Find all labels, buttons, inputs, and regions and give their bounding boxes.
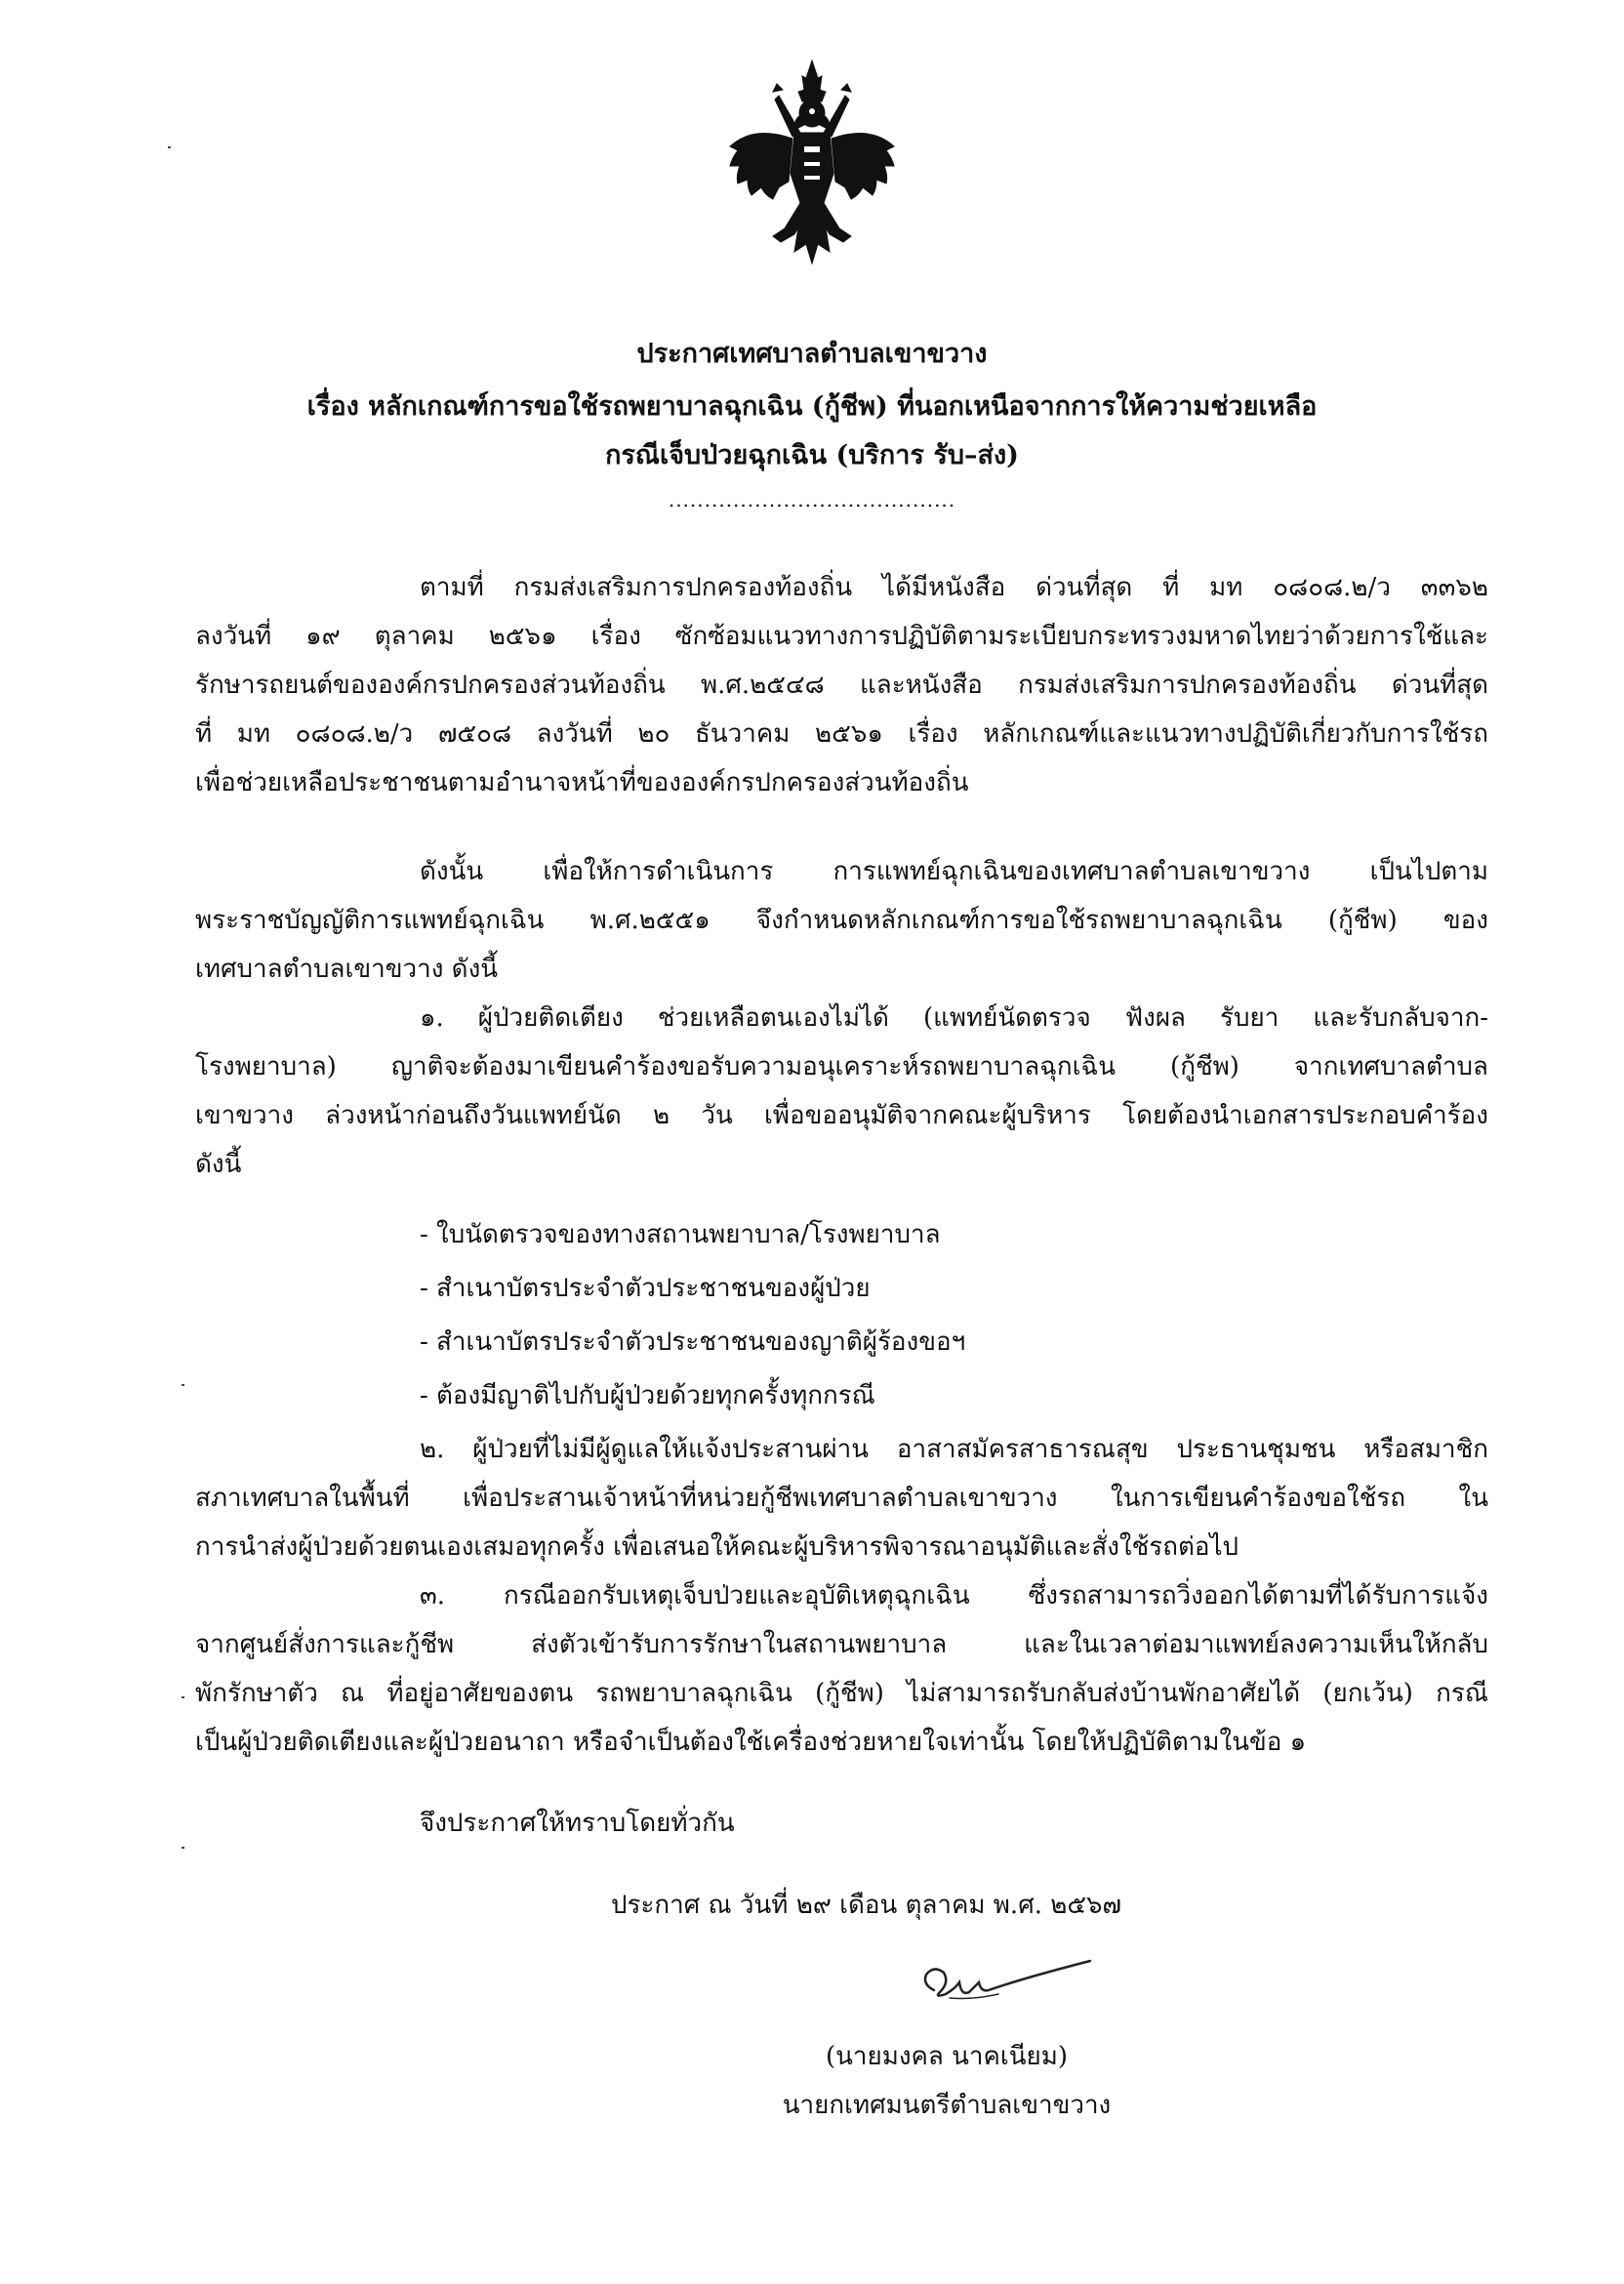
document-item-1: - ใบนัดตรวจของทางสถานพยาบาล/โรงพยาบาล bbox=[420, 1220, 941, 1249]
para2-line-1: ดังนั้น เพื่อให้การดำเนินการ การแพทย์ฉุกเฉินของเทศบาลตำบลเขาขวาง เป็นไปตาม bbox=[420, 857, 1488, 886]
title-separator: ........................................ bbox=[668, 488, 956, 511]
para2-line-3: เทศบาลตำบลเขาขวาง ดังนี้ bbox=[195, 955, 499, 984]
item3-line-1: ๓. กรณีออกรับเหตุเจ็บป่วยและอุบัติเหตุฉุกเฉิน ซึ่งรถสามารถวิ่งออกได้ตามที่ได้รับการแจ้ง bbox=[420, 1581, 1488, 1611]
para1-line-3: รักษารถยนต์ขององค์กรปกครองส่วนท้องถิ่น พ.ศ.๒๕๔๘ และหนังสือ กรมส่งเสริมการปกครองท้องถิ่น ด่วนที่สุด bbox=[195, 671, 1488, 700]
para1-line-1: ตามที่ กรมส่งเสริมการปกครองท้องถิ่น ได้มีหนังสือ ด่วนที่สุด ที่ มท ๐๘๐๘.๒/ว ๓๓๖๒ bbox=[420, 573, 1488, 602]
item3-line-3: พักรักษาตัว ณ ที่อยู่อาศัยของตน รถพยาบาลฉุกเฉิน (กู้ชีพ) ไม่สามารถรับกลับส่งบ้านพักอาศัยได้ (ยกเว้น) กรณี bbox=[195, 1679, 1488, 1708]
item1-line-3: เขาขวาง ล่วงหน้าก่อนถึงวันแพทย์นัด ๒ วัน เพื่อขออนุมัติจากคณะผู้บริหาร โดยต้องนำเอกสารประกอบคำร้อง bbox=[195, 1101, 1488, 1130]
item2-line-2: สภาเทศบาลในพื้นที่ เพื่อประสานเจ้าหน้าที่หน่วยกู้ชีพเทศบาลตำบลเขาขวาง ในการเขียนคำร้องขอใช้รถ ใน bbox=[195, 1484, 1488, 1513]
document-item-2: - สำเนาบัตรประจำตัวประชาชนของผู้ป่วย bbox=[420, 1274, 871, 1303]
document-item-4: - ต้องมีญาติไปกับผู้ป่วยด้วยทุกครั้งทุกกรณี bbox=[420, 1381, 875, 1410]
item1-line-1: ๑. ผู้ป่วยติดเตียง ช่วยเหลือตนเองไม่ได้ (แพทย์นัดตรวจ ฟังผล รับยา และรับกลับจาก- bbox=[420, 1003, 1488, 1033]
item2-line-1: ๒. ผู้ป่วยที่ไม่มีผู้ดูแลให้แจ้งประสานผ่าน อาสาสมัครสาธารณสุข ประธานชุมชน หรือสมาชิก bbox=[420, 1435, 1488, 1464]
para1-line-4: ที่ มท ๐๘๐๘.๒/ว ๗๕๐๘ ลงวันที่ ๒๐ ธันวาคม ๒๕๖๑ เรื่อง หลักเกณฑ์และแนวทางปฏิบัติเกี่ยวกับการใช้รถ bbox=[195, 719, 1488, 749]
signatory-name: (นายมงคล นาคเนียม) bbox=[825, 2042, 1069, 2071]
scan-speck bbox=[182, 1384, 184, 1386]
para1-line-2: ลงวันที่ ๑๙ ตุลาคม ๒๕๖๑ เรื่อง ซักซ้อมแนวทางการปฏิบัติตามระเบียบกระทรวงมหาดไทยว่าด้วยการใช้และ bbox=[195, 622, 1488, 651]
para1-line-5: เพื่อช่วยเหลือประชาชนตามอำนาจหน้าที่ขององค์กรปกครองส่วนท้องถิ่น bbox=[195, 768, 969, 797]
announcement-title: ประกาศเทศบาลตำบลเขาขวาง bbox=[636, 339, 988, 369]
item3-line-2: จากศูนย์สั่งการและกู้ชีพ ส่งตัวเข้ารับการรักษาในสถานพยาบาล และในเวลาต่อมาแพทย์ลงความเห็นให้กลับ bbox=[195, 1630, 1488, 1659]
document-item-3: - สำเนาบัตรประจำตัวประชาชนของญาติผู้ร้องขอฯ bbox=[420, 1327, 966, 1357]
handwritten-signature-icon bbox=[905, 1939, 1100, 2019]
subject-line-2: กรณีเจ็บป่วยฉุกเฉิน (บริการ รับ–ส่ง) bbox=[605, 440, 1019, 470]
item3-line-4: เป็นผู้ป่วยติดเตียงและผู้ป่วยอนาถา หรือจำเป็นต้องใช้เครื่องช่วยหายใจเท่านั้น โดยให้ปฏิบัติตามในข้อ ๑ bbox=[195, 1728, 1307, 1757]
scan-speck bbox=[182, 1696, 184, 1698]
scan-speck bbox=[168, 146, 171, 148]
announcement-date: ประกาศ ณ วันที่ ๒๙ เดือน ตุลาคม พ.ศ. ๒๕๖๗ bbox=[611, 1891, 1122, 1920]
garuda-emblem-icon bbox=[724, 57, 900, 266]
item2-line-3: การนำส่งผู้ป่วยด้วยตนเองเสมอทุกครั้ง เพื่อเสนอให้คณะผู้บริหารพิจารณาอนุมัติและสั่งใช้รถต่อไป bbox=[195, 1532, 1239, 1562]
subject-line-1: เรื่อง หลักเกณฑ์การขอใช้รถพยาบาลฉุกเฉิน (กู้ชีพ) ที่นอกเหนือจากการให้ความช่วยเหลือ bbox=[306, 391, 1318, 422]
para2-line-2: พระราชบัญญัติการแพทย์ฉุกเฉิน พ.ศ.๒๕๕๑ จึงกำหนดหลักเกณฑ์การขอใช้รถพยาบาลฉุกเฉิน (กู้ชีพ) ของ bbox=[195, 906, 1488, 935]
signatory-position: นายกเทศมนตรีตำบลเขาขวาง bbox=[782, 2091, 1112, 2120]
closing-statement: จึงประกาศให้ทราบโดยทั่วกัน bbox=[420, 1809, 735, 1838]
item1-line-2: โรงพยาบาล) ญาติจะต้องมาเขียนคำร้องขอรับความอนุเคราะห์รถพยาบาลฉุกเฉิน (กู้ชีพ) จากเทศบาลตำบล bbox=[195, 1052, 1488, 1081]
scan-speck bbox=[182, 1847, 184, 1849]
item1-line-4: ดังนี้ bbox=[195, 1150, 242, 1179]
